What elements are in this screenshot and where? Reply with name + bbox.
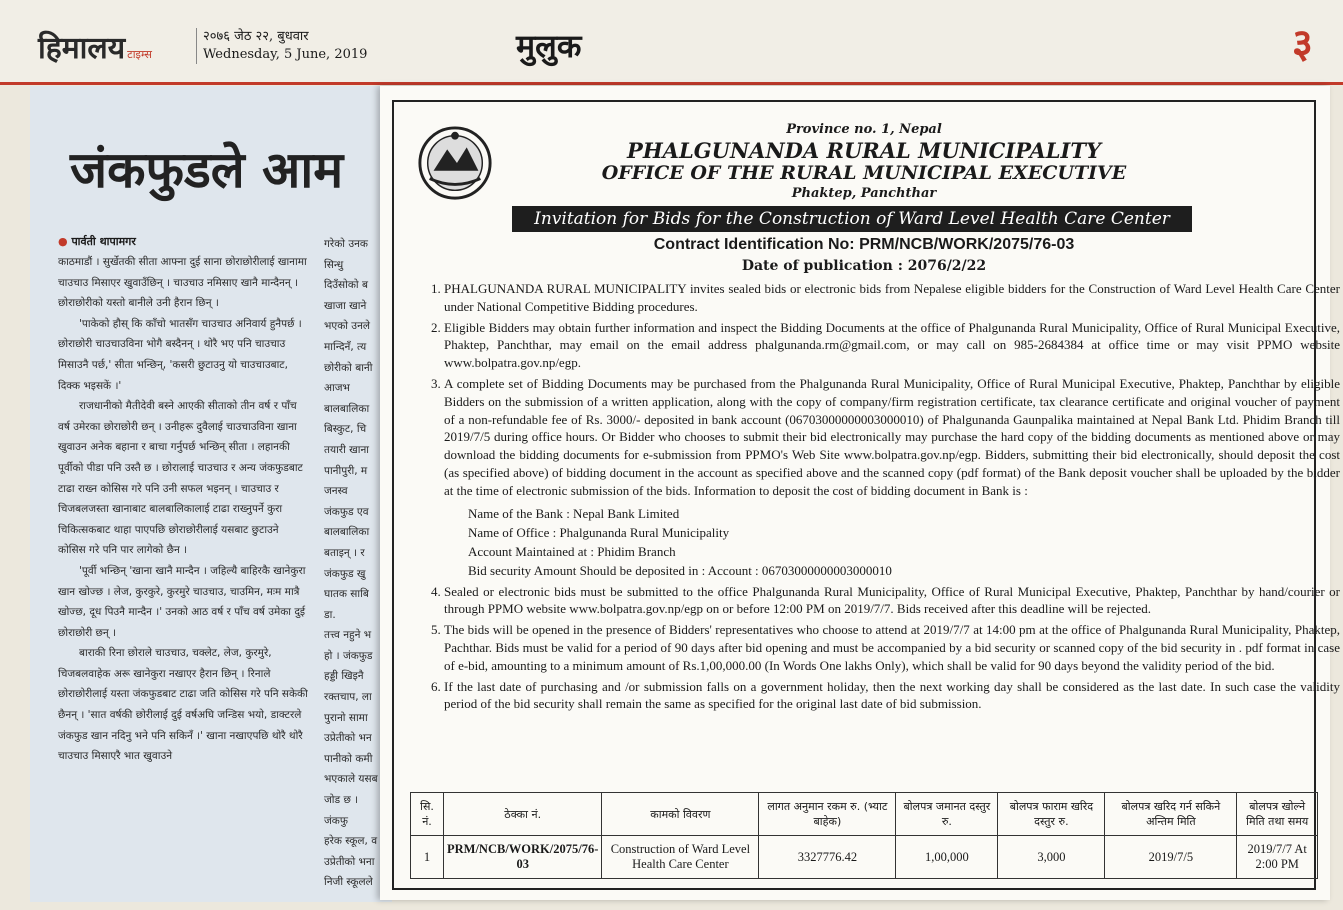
table-cell: 3,000 <box>998 836 1105 879</box>
article-column-line: बिस्कुट, चि <box>324 423 367 436</box>
table-cell: 1 <box>411 836 444 879</box>
notice-item: 1. PHALGUNANDA RURAL MUNICIPALITY invites sealed bids or electronic bids from Nepalese eligible bidders for the Construction of Ward Level Health Care Center under National Competitive Bidding procedures. <box>444 280 1340 316</box>
article-column-line: दिउँसोको ब <box>324 279 368 292</box>
notice-item-text: A complete set of Bidding Documents may be purchased from the Phalgunanda Rural Municipality, Office of Rural Municipal Executive, Phaktep, Panchthar by eligible Bidders on the submission of a written application, along with the copy of company/firm registration certificate, tax clearance certificate and original voucher of payment of a non-refundable fee of Rs. 3000/- deposited in bank account (06703000000003000010) of Phalgunanda Gaunpalika maintained at Nepal Bank Ltd. Phidim Branch till 2019/7/5 during office hours. Or Bidder who chooses to submit their bid electronically may purchase the hard copy of the bidding documents as mentioned above or may download the bidding documents for e-submission from PPMO's Web Site www.bolpatra.gov.np/egp. Bidders, submitting their bid electronically, should deposit the cost (as specified above) of bidding document in the account as specified above and the scanned copy (pdf format) of the Bank deposit voucher shall be uploaded by the bidder at the time of electronic submission of the bids. Information to deposit the cost of bidding document in Bank is : <box>444 375 1340 498</box>
date-english: Wednesday, 5 June, 2019 <box>203 47 368 62</box>
article-column-line: उप्रेतीको भना <box>324 855 375 868</box>
article-column-line: खाजा खाने <box>324 299 367 312</box>
article-byline: ● पार्वती थापामगर <box>58 235 136 248</box>
bank-account: Bid security Amount Should be deposited in : Account : 06703000000003000010 <box>468 562 892 578</box>
municipality-name: PHALGUNANDA RURAL MUNICIPALITY <box>627 138 1101 163</box>
contract-id: Contract Identification No: PRM/NCB/WORK/2075/76-03 <box>653 236 1075 253</box>
publication-date: Date of publication : 2076/2/22 <box>741 258 987 274</box>
notice-items <box>414 280 1340 716</box>
table-cell: 3327776.42 <box>759 836 896 879</box>
table-cell: 2019/7/5 <box>1105 836 1237 879</box>
article-column-line: डा. <box>324 608 336 621</box>
article-column-line: छोरीको बानी <box>324 361 373 374</box>
article-column-line: हरेक स्कूल, व <box>324 835 378 848</box>
table-header: कामको विवरण <box>602 793 759 836</box>
date-nepali: २०७६ जेठ २२, बुधवार <box>203 29 309 44</box>
notice-item: 5. The bids will be opened in the presence of Bidders' representatives who choose to attend at 2019/7/7 at 14:00 pm at the office of Phalgunanda Rural Municipality, Phaktep, Pachthar. Bids must be valid for a period of 90 days after bid opening and must be accompanied by a bid security or scanned copy of the bid security in . pdf format in case of e-bid, amounting to a minimum amount of Rs.1,00,000.00 (In Words One lakhs Only), which shall be valid for 90 days beyond the validity period of the bid. <box>444 621 1340 674</box>
article-column-line: उप्रेतीको भन <box>324 732 372 745</box>
article-body <box>58 252 308 767</box>
article-paragraph: 'पाकेको हाैस् कि काँचो भातसँग चाउचाउ अनिवार्य हुनैपर्छ । छोराछोरी चाउचाउविना भोगै बस्दैनन् । थोरै भए पनि चाउचाउ मिसाउनै पर्छ,' सीता भन्छिन्, 'कसरी छुटाउनु यो चाउचाउबाट, दिक्क भइसकें ।' <box>58 317 302 392</box>
province-name: Province no. 1, Nepal <box>786 122 942 137</box>
article-column-line: मान्दिनँ, त्य <box>324 340 367 353</box>
article-column-line: गरेको उनक <box>324 238 368 250</box>
table-cell: 2019/7/7 At 2:00 PM <box>1237 836 1318 879</box>
article-column-line: हड्डी खिइनै <box>324 670 364 683</box>
bank-name: Name of the Bank : Nepal Bank Limited <box>468 505 680 521</box>
table-header: बोलपत्र जमानत दस्तुर रु. <box>896 793 998 836</box>
article-column-line: भएकाले यसब <box>324 773 378 786</box>
notice-item: 2. Eligible Bidders may obtain further information and inspect the Bidding Documents at the office of Phalgunanda Rural Municipality, Office of Rural Municipal Executive, Phaktep, Panchthar, may email on the email address phalgunanda.rm@gmail.com, or may call on 985-2684384 at office time or may visit PPMO website www.bolpatra.gov.np/egp. <box>444 319 1340 372</box>
bid-notice <box>380 86 1340 900</box>
bid-table <box>410 792 1318 879</box>
article-column-line: पुरानो सामा <box>324 711 368 724</box>
bank-branch: Account Maintained at : Phidim Branch <box>468 543 676 559</box>
article-column-line: घातक साबि <box>324 588 369 601</box>
table-cell: 1,00,000 <box>896 836 998 879</box>
table-header: सि. नं. <box>411 793 444 836</box>
article-column-line: तत्त्व नहुने भ <box>324 629 372 642</box>
article-column-line: पानीको कमी <box>324 752 373 765</box>
article-column-line: सिन्धु <box>324 258 344 271</box>
office-location: Phaktep, Panchthar <box>791 186 937 201</box>
article-column-line: जंकफुड खु <box>324 567 366 580</box>
office-name: OFFICE OF THE RURAL MUNICIPAL EXECUTIVE <box>601 162 1127 184</box>
article-column-line: निजी स्कूलले <box>324 876 373 889</box>
article-column-line: आजभ <box>324 382 350 395</box>
article-column-line: तयारी खाना <box>324 443 370 456</box>
article-paragraph: राजधानीको मैतीदेवी बस्ने आएकी सीताको तीन वर्ष र पाँच वर्ष उमेरका छोराछोरी छन् । उनीहरू दुवैलाई चाउचाउविना खाना खुवाउन अनेक बहाना र बाचा गर्नुपर्छ भन्छिन् सीता । लहानकी पूर्वीको पीडा पनि उस्तै छ । छोरालाई चाउचाउ र अन्य जंकफुडबाट टाढा राख्न कोसिस गरे पनि उनी सफल भइनन् । चाउचाउ र चिजबलजस्ता खानाबाट बालबालिकालाई टाढा राख्नुपर्ने कुरा चिकित्सकबाट थाहा पाएपछि छोराछोरीलाई यसबाट छुटाउने कोसिस गरे पनि पार लागेको छैन । <box>58 400 303 557</box>
notice-frame <box>392 100 1340 890</box>
article-paragraph: काठमाडौं । सुर्खेतकी सीता आफ्ना दुई साना छोराछोरीलाई खानामा चाउचाउ मिसाएर खुवाउँछिन् । चाउचाउ नमिसाए खानै मान्दैनन् । छोराछोरीको यस्तो बानीले उनी हैरान छिन् । <box>58 256 307 310</box>
article-column-line: जनस्व <box>324 485 348 498</box>
table-header: लागत अनुमान रकम रु. (भ्याट बाहेक) <box>759 793 896 836</box>
notice-item: 4. Sealed or electronic bids must be submitted to the office Phalgunanda Rural Municipality, Office of Rural Municipal Executive, Phaktep, Panchthar by hand/courier or through PPMO website www.bolpatra.gov.np/egp on or before 12:00 PM on 2019/7/7. Bids received after this deadline will be rejected. <box>444 583 1340 619</box>
table-header: ठेक्का नं. <box>444 793 602 836</box>
article-column-line: रक्तचाप, ला <box>324 691 372 704</box>
nepal-emblem-icon <box>416 124 494 202</box>
notice-item <box>444 375 1340 580</box>
article-column-line: जंकफुड एव <box>324 505 369 518</box>
article-column-line: बालबालिका <box>324 526 370 539</box>
table-header-row <box>411 793 1318 836</box>
article-paragraph: बाराकी रिना छोराले चाउचाउ, चक्लेट, लेज, कुरमुरे, चिजबलवाहेक अरू खानेकुरा नखाएर हैरान छिन् । रिनाले छोराछोरीलाई यस्ता जंकफुडबाट टाढा जति कोसिस गरे पनि सकेकी छैनन् । 'सात वर्षकी छोरीलाई दुई वर्षअघि जन्डिस भयो, डाक्टरले जंकफुड खान नदिनु भने पनि सकिनँ ।' खाना नखाएपछि थोरै थोरै चाउचाउ मिसाएरै भात खुवाउने <box>58 647 308 763</box>
table-cell: Construction of Ward Level Health Care Center <box>602 836 759 879</box>
news-article <box>30 86 392 902</box>
section-title: मुलुक <box>516 27 582 65</box>
notice-banner: Invitation for Bids for the Construction of Ward Level Health Care Center <box>512 206 1192 232</box>
bank-info <box>468 504 1340 580</box>
table-header: बोलपत्र फाराम खरिद दस्तुर रु. <box>998 793 1105 836</box>
article-column-line: हो । जंकफुड <box>324 649 373 662</box>
article-column-line: बताइन् । र <box>324 546 365 559</box>
article-headline: जंकफुडले आम <box>70 141 344 199</box>
table-header: बोलपत्र खरिद गर्न सकिने अन्तिम मिति <box>1105 793 1237 836</box>
table-row <box>411 836 1318 879</box>
page-number: ३ <box>1292 21 1313 67</box>
article-column-line: जोड छ । <box>324 794 359 807</box>
issue-date <box>196 28 367 64</box>
bank-office: Name of Office : Phalgunanda Rural Municipality <box>468 524 730 540</box>
notice-item: 6. If the last date of purchasing and /or submission falls on a government holiday, then the next working day shall be considered as the last date. In such case the validity period of the bid security shall remain the same as specified for the original last date of bid submission. <box>444 678 1340 714</box>
article-column-line: बालबालिका <box>324 402 370 415</box>
article-paragraph: 'पूर्वी भन्छिन् 'खाना खानै मान्दैन । जहिल्यै बाहिरकै खानेकुरा खान खोज्छ । लेज, कुरकुरे, कुरमुरे चाउचाउ, चाउमिन, मःम मात्रै खोज्छ, दूध पिउनै मान्दैन ।' उनको आठ वर्ष र पाँच वर्ष उमेका दुई छोराछोरी छन् । <box>58 564 306 639</box>
table-header: बोलपत्र खोल्ने मिति तथा समय <box>1237 793 1318 836</box>
table-cell: PRM/NCB/WORK/2075/76-03 <box>444 836 602 879</box>
article-column-line: भएको उनले <box>324 320 371 333</box>
article-column-line: जंकफु <box>324 814 348 827</box>
newspaper-logo: हिमालय टाइम्स <box>38 31 152 66</box>
masthead <box>0 0 1343 85</box>
article-column-line: पानीपुरी, म <box>324 464 368 477</box>
